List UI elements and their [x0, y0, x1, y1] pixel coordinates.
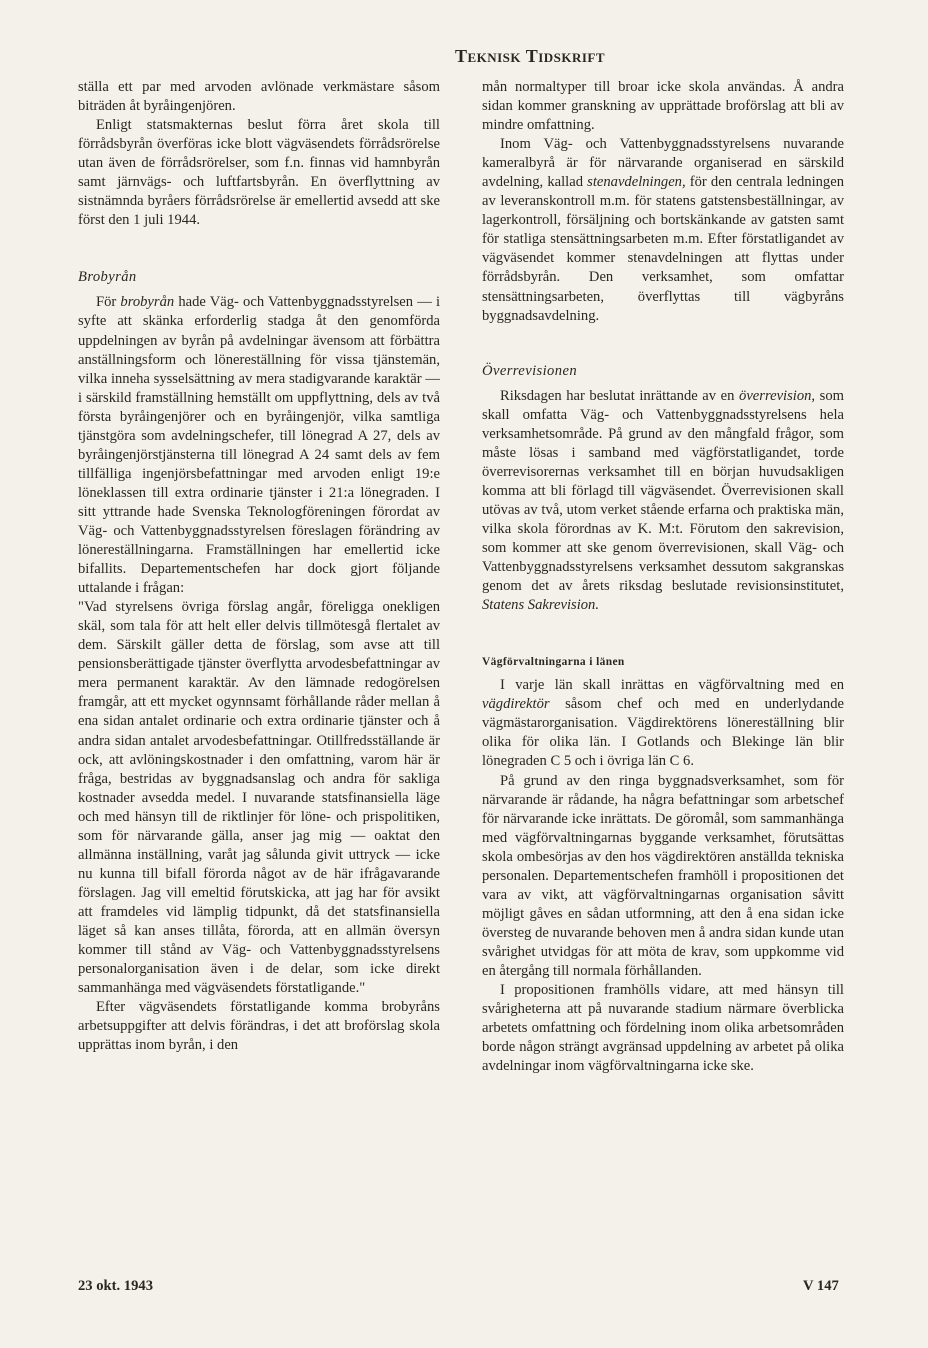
text-run: hade Väg- och Vattenbyggnadsstyrelsen — i syfte att skänka erforderlig stadga åt den genomförda uppdelningen av byrån på avdelningar ävensom att förbättra anställningsform och lönereställning för vissa tjänstemän, vilka inneha sysselsättning av mera stadigvarande karaktär — i särskild framställning hemställt om uppflyttning, dels av två första byråingenjörer och en byråingenjör, vilka samtliga tjänstgöra som avdelningschefer, till lönegrad A 27, dels av byråingenjörstjänsterna till lönegrad A 24 samt dels av fem tillfälliga ingenjörsbefattningar med arvoden enligt 19:e löneklassen till extra ordinarie tjänster i 21:a lönegraden. I sitt yttrande hade Svenska Teknologföreningen förordat av Väg- och Vattenbyggnadsstyrelsen föreslagen förändring av lönereställningarna. Framställningen har emellertid icke bifallits. Departementschefen har dock gjort följande uttalande i frågan:	[78, 294, 440, 597]
text-run: Riksdagen har beslutat inrättande av en	[500, 387, 740, 404]
left-column	[78, 78, 440, 1055]
section-heading-overrevisionen: Överrevisionen	[482, 362, 578, 379]
right-column	[482, 78, 844, 1076]
paragraph: I propositionen framhölls vidare, att med hänsyn till svårigheterna att på nuvarande stadium närmare överblicka arbetets omfattning och fördelning inom olika arbetsområden borde någon strängt avgränsad uppdelning av arbetet på olika avdelningar inom vägförvaltningarna icke ske.	[482, 982, 844, 1075]
emphasis: brobyrån	[120, 294, 175, 311]
page-number: V 147	[803, 1278, 839, 1294]
paragraph	[78, 293, 440, 598]
paragraph	[482, 676, 844, 771]
paragraph: På grund av den ringa byggnadsverksamhet, som för närvarande är rådande, ha några befattningar som arbetschef för närvarande icke inrättats. De göromål, som sammanhänga med vägförvaltningarnas byggande verksamhet, förutsättas skola ombesörjas av den hos vägdirektören anställda tekniska personalen. Departementschefen framhöll i propositionen det vara av vikt, att vägförvaltningarnas organisation såvitt möjligt gåves en sådan utformning, att den å ena sidan icke översteg de nuvarande behoven men å andra sidan kunde utan svårighet utvidgas för att möta de krav, som uppkomme vid en återgång till normala förhållanden.	[482, 772, 844, 979]
paragraph: mån normaltyper till broar icke skola användas. Å andra sidan kommer granskning av upprättade broförslag att bli av mindre omfattning.	[482, 79, 844, 134]
paragraph	[482, 387, 844, 616]
section-heading-vagforvaltningarna: Vägförvaltningarna i länen	[482, 656, 625, 669]
section-heading-brobyran: Brobyrån	[78, 269, 137, 286]
emphasis: vägdirektör	[482, 696, 550, 713]
text-run: För	[96, 294, 121, 311]
journal-title: Teknisk Tidskrift	[454, 46, 606, 66]
issue-date: 23 okt. 1943	[78, 1278, 153, 1294]
paragraph: Efter vägväsendets förstatligande komma brobyråns arbetsuppgifter att delvis förändras, i det att broförslag skola upprättas inom byrån, i den	[78, 999, 440, 1054]
paragraph: Enligt statsmakternas beslut förra året skola till förrådsbyrån överföras icke blott vägväsendets förrådsrörelse utan även de förrådsrörelser, som f.n. finnas vid hamnbyrån samt järnvägs- och luftfartsbyrån. En överflyttning av sistnämnda byråers förrådsrörelse är emellertid avsedd att ske först den 1 juli 1944.	[78, 117, 440, 229]
text-run: för den centrala ledningen av leveranskontroll m.m. för statens gatstensbeställningar, av lagerkontroll, försäljning och bortskänkande av gatsten samt för statliga stensättningsarbeten m.m. Efter förstatligandet av vägväsendet kommer stenavdelningen att flyttas under förrådsbyrån. Den verksamhet, som omfattar stensättningsarbeten, överflyttas till vägbyråns byggnadsavdelning.	[482, 174, 844, 324]
quote-paragraph: "Vad styrelsens övriga förslag angår, föreligga onekligen skäl, som tala för att helt eller delvis tillmötesgå flertalet av dem. Särskilt gäller detta de förslag, som avse att till pensionsberättigade tjänster överflytta arvodesbefattningar av mera permanent karaktär. Av den lämnade redogörelsen framgår, att ett mycket ogynnsamt förhållande råder mellan å ena sidan antalet ordinarie och extra ordinarie tjänster och å andra sidan antalet arvodesbefattningar. Otillfredsställande är ock, att avlöningskostnader i den omfattning, varom här är fråga, bestridas av byggnadsanslag och andra för sakliga kostnader avsedda medel. I nuvarande statsfinansiella läge och med hänsyn till de riktlinjer för löne- och prispolitiken, som för närvarande gälla, anser jag mig — oaktat den allmänna inställning, varåt jag sålunda givit uttryck — icke nu kunna till bifall förorda något av de här ifrågavarande förslagen. Jag vill emeltid förutskicka, att jag har för avsikt att framdeles vid lämplig tidpunkt, då det statsfinansiella läget så kan anses tillåta, förorda, att en allmän översyn kommer till stånd av Väg- och Vattenbyggnadsstyrelsens personalorganisation även i de delar, som icke direkt sammanhänga med vägväsendets förstatligande."	[78, 599, 440, 997]
emphasis: Statens Sakrevision.	[482, 597, 599, 614]
text-run: som skall omfatta Väg- och Vattenbyggnadsstyrelsens hela verksamhetsområde. På grund av den mångfald frågor, som måste lösas i samband med vägförstatligandet, torde överrevisorernas verksamhet till en början huvudsakligen komma att bli förlagd till vägväsendet. Överrevisionen skall utövas av två, utom verket stående erfarna och praktiska män, vilka skola förordnas av K. M:t. Förutom den sakrevision, som kommer att ske genom överrevisionen, skall Väg- och Vattenbyggnadsstyrelsens verksamhet dessutom sakgranskas genom det av årets riksdag beslutade revisionsinstitutet,	[482, 387, 845, 595]
spacer	[482, 326, 844, 362]
text-run: såsom chef och med en underlydande vägmästarorganisation. Vägdirektörens lönereställning blir olika för olika län. I Gotlands och Blekinge län blir lönegraden C 5 och i övriga län C 6.	[482, 696, 844, 770]
spacer	[78, 230, 440, 268]
emphasis: överrevision,	[739, 387, 816, 404]
paragraph	[482, 135, 844, 325]
text-run: Inom Väg- och Vattenbyggnadsstyrelsens nuvarande kameralbyrå är för närvarande organiserad en särskild avdelning, kallad	[482, 136, 844, 191]
emphasis: stenavdelningen,	[587, 174, 686, 191]
text-run: I varje län skall inrättas en vägförvaltning med en	[500, 677, 844, 694]
paragraph: ställa ett par med arvoden avlönade verkmästare såsom biträden åt byråingenjören.	[78, 79, 440, 115]
spacer	[482, 615, 844, 653]
